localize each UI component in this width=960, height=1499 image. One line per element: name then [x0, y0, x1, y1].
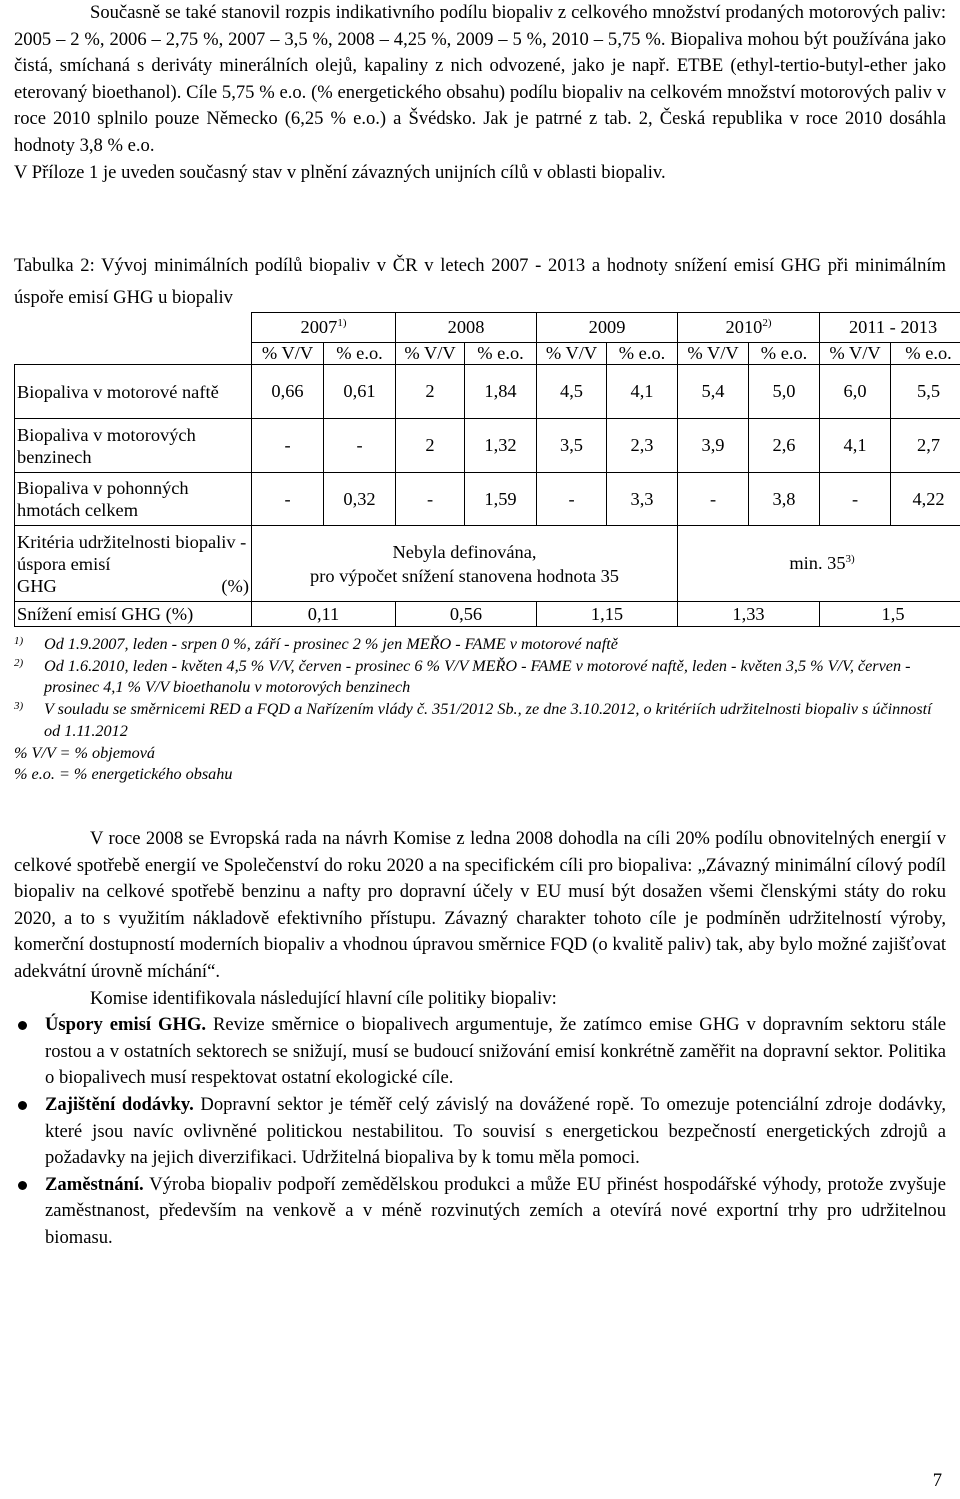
unit-header: % e.o. [607, 343, 678, 365]
intro-paragraph-annex: V Příloze 1 je uveden současný stav v plnění závazných unijních cílů v oblasti biopaliv. [14, 161, 666, 183]
table-cell: - [252, 419, 324, 473]
table-row [15, 419, 960, 473]
criteria-unit: (%) [221, 575, 249, 596]
unit-header: % V/V [678, 343, 749, 365]
row-label: Biopaliva v motorových benzinech [15, 419, 252, 473]
list-item-text: Dopravní sektor je téměř celý závislý na dovážené ropě. To omezuje potenciální zdroje dodávky, které jsou navíc ovlivněné politickou nestabilitou. To souvisí s energetickou bezpečností energetických zdrojů a požadavky na jejich diverzifikaci. Udržitelná biopaliva by k tomu měla pomoci. [45, 1093, 946, 1169]
table-cell: 4,5 [537, 365, 607, 419]
table-cell: 2,7 [891, 419, 960, 473]
unit-header: % e.o. [749, 343, 820, 365]
row-label: Biopaliva v motorové naftě [15, 365, 252, 419]
table-cell: - [396, 473, 465, 526]
table-cell: 6,0 [820, 365, 891, 419]
table-cell: 5,5 [891, 365, 960, 419]
corner-cell [15, 313, 252, 365]
footnote [14, 699, 946, 742]
footnote-mark: 2) [14, 656, 24, 669]
body-paragraph: V roce 2008 se Evropská rada na návrh Komise z ledna 2008 dohodla na cíli 20% podílu obnovitelných energií v celkové spotřebě energií ve Společenství do roku 2020 a na specifickém cíli pro biopaliva: „Závazný minimální cílový podíl biopaliv na celkové spotřebě benzinu a nafty pro dopravní účely v EU musí být dosažen všemi členskými státy do roku 2020, a to s využitím nákladově efektivního přístupu. Závazný charakter tohoto cíle je podmíněn udržitelností výroby, komerční dostupností moderních biopaliv a vhodnou úpravou směrnice FQD (o kvalitě paliv) tak, aby bylo možné zajišťovat adekvátní úrovně míchání“. [14, 828, 946, 982]
legend-vv: % V/V = % objemová [14, 743, 155, 762]
criteria-label-gas [17, 575, 249, 597]
table-cell: 0,66 [252, 365, 324, 419]
table-cell: - [252, 473, 324, 526]
list-item [14, 1012, 946, 1092]
bullet-icon [18, 1021, 27, 1030]
list-item [14, 1092, 946, 1172]
reduction-row [15, 602, 960, 627]
criteria-row [15, 526, 960, 602]
criteria-min-cell: min. 35$^{3)}$ [678, 526, 960, 602]
year-header-row [15, 313, 960, 343]
table-cell: 1,59 [465, 473, 537, 526]
criteria-label [15, 526, 252, 602]
table-cell: 3,5 [537, 419, 607, 473]
footnote-text: V souladu se směrnicemi RED a FQD a Nařízením vlády č. 351/2012 Sb., ze dne 3.10.2012, o kritériích udržitelnosti biopaliv s účinností od 1.11.2012 [44, 700, 932, 740]
table-cell: 2 [396, 419, 465, 473]
table-cell: 2,6 [749, 419, 820, 473]
table-cell: 2 [396, 365, 465, 419]
bullet-icon [18, 1181, 27, 1190]
table-cell: 3,8 [749, 473, 820, 526]
table-cell: 4,22 [891, 473, 960, 526]
year-header: 2009 [537, 313, 678, 343]
reduction-cell: 0,11 [252, 602, 396, 627]
year-header: 2011 - 2013 [820, 313, 960, 343]
list-item-title: Zajištění dodávky. [45, 1093, 194, 1115]
footnote-text: Od 1.9.2007, leden - srpen 0 %, září - prosinec 2 % jen MEŘO - FAME v motorové naftě [44, 635, 618, 653]
table-caption: Tabulka 2: Vývoj minimálních podílů biopaliv v ČR v letech 2007 - 2013 a hodnoty snížení emisí GHG při minimálním úspoře emisí GHG u biopaliv [14, 255, 946, 308]
goals-list [14, 1012, 946, 1251]
table-cell: 3,3 [607, 473, 678, 526]
table-cell: 1,32 [465, 419, 537, 473]
page-number: 7 [932, 1470, 942, 1491]
criteria-gas: GHG [17, 575, 57, 596]
table-cell: - [537, 473, 607, 526]
intro-section [14, 0, 946, 186]
unit-header: % e.o. [465, 343, 537, 365]
year-header: 2010$^{2)}$ [678, 313, 820, 343]
table-cell: 0,32 [324, 473, 396, 526]
body-section [14, 826, 946, 1252]
unit-header: % e.o. [324, 343, 396, 365]
reduction-cell: 1,33 [678, 602, 820, 627]
legend-eo: % e.o. = % energetického obsahu [14, 765, 233, 784]
year-header: 2007$^{1)}$ [252, 313, 396, 343]
list-item-text: Výroba biopaliv podpoří zemědělskou produkci a může EU přinést hospodářské výhody, protože zvyšuje zaměstnanost, především na venkově a v méně rozvinutých zemích a otevírá nové exportní trhy pro udržitelnou biomasu. [45, 1173, 946, 1248]
list-item [14, 1172, 946, 1252]
criteria-merged-line2: pro výpočet snížení stanovena hodnota 35 [310, 565, 619, 586]
unit-header: % V/V [820, 343, 891, 365]
table-cell: 2,3 [607, 419, 678, 473]
reduction-cell: 1,15 [537, 602, 678, 627]
table-cell: 4,1 [820, 419, 891, 473]
table-row [15, 473, 960, 526]
table-cell: - [820, 473, 891, 526]
unit-header: % V/V [396, 343, 465, 365]
list-item-text: Revize směrnice o biopalivech argumentuje, že zatímco emise GHG v dopravním sektoru stále rostou a v ostatních sektorech se snižují, musí se budoucí snižování emisí konkrétně zaměřit na dopravní sektor. Politika o biopalivech musí respektovat ostatní ekologické cíle. [45, 1014, 946, 1089]
body-paragraph-list-intro: Komise identifikovala následující hlavní cíle politiky biopaliv: [90, 987, 557, 1009]
table-cell: - [324, 419, 396, 473]
criteria-label-text: Kritéria udržitelnosti biopaliv - úspora emisí [17, 531, 247, 574]
table-footnotes [14, 634, 946, 786]
biofuel-table [14, 312, 960, 627]
table-cell: 0,61 [324, 365, 396, 419]
unit-header: % e.o. [891, 343, 960, 365]
table-cell: 3,9 [678, 419, 749, 473]
criteria-merged-cell [252, 526, 678, 602]
bullet-icon [18, 1101, 27, 1110]
row-label: Biopaliva v pohonných hmotách celkem [15, 473, 252, 526]
footnote-text: Od 1.6.2010, leden - květen 4,5 % V/V, červen - prosinec 6 % V/V MEŘO - FAME v motorové naftě, leden - květen 3,5 % V/V, červen - prosinec 4,1 % V/V bioethanolu v motorových benzinech [44, 656, 911, 697]
table-row [15, 365, 960, 419]
list-item-title: Úspory emisí GHG. [45, 1014, 207, 1036]
reduction-cell: 0,56 [396, 602, 537, 627]
footnote [14, 656, 946, 699]
footnote-mark: 1) [14, 635, 24, 647]
unit-header: % V/V [537, 343, 607, 365]
table-cell: - [678, 473, 749, 526]
criteria-min-value: min. 35 [789, 553, 846, 573]
footnote [14, 634, 946, 656]
table-cell: 5,4 [678, 365, 749, 419]
unit-header: % V/V [252, 343, 324, 365]
list-item-title: Zaměstnání. [45, 1173, 144, 1195]
table-cell: 4,1 [607, 365, 678, 419]
criteria-merged-line1: Nebyla definována, [392, 541, 537, 562]
year-header: 2008 [396, 313, 537, 343]
table-cell: 1,84 [465, 365, 537, 419]
footnote-mark: 3) [14, 700, 24, 713]
table-cell: 5,0 [749, 365, 820, 419]
reduction-label: Snížení emisí GHG (%) [15, 602, 252, 627]
intro-paragraph: Současně se také stanovil rozpis indikativního podílu biopaliv z celkového množství prodaných motorových paliv: 2005 – 2 %, 2006 – 2,75 %, 2007 – 3,5 %, 2008 – 4,25 %, 2009 – 5 %, 2010 – 5,75 %. Biopaliva mohou být používána jako čistá, smíchaná s deriváty minerálních olejů, kapaliny z nich odvozené, jako je např. ETBE (ethyl-tertio-butyl-ether jako eterovaný bioethanol). Cíle 5,75 % e.o. (% energetického obsahu) podílu biopaliv na celkovém množství motorových paliv v roce 2010 splnilo pouze Německo (6,25 % e.o.) a Švédsko. Jak je patrné z tab. 2, Česká republika v roce 2010 dosáhla hodnoty 3,8 % e.o. [14, 2, 946, 156]
reduction-cell: 1,5 [820, 602, 960, 627]
